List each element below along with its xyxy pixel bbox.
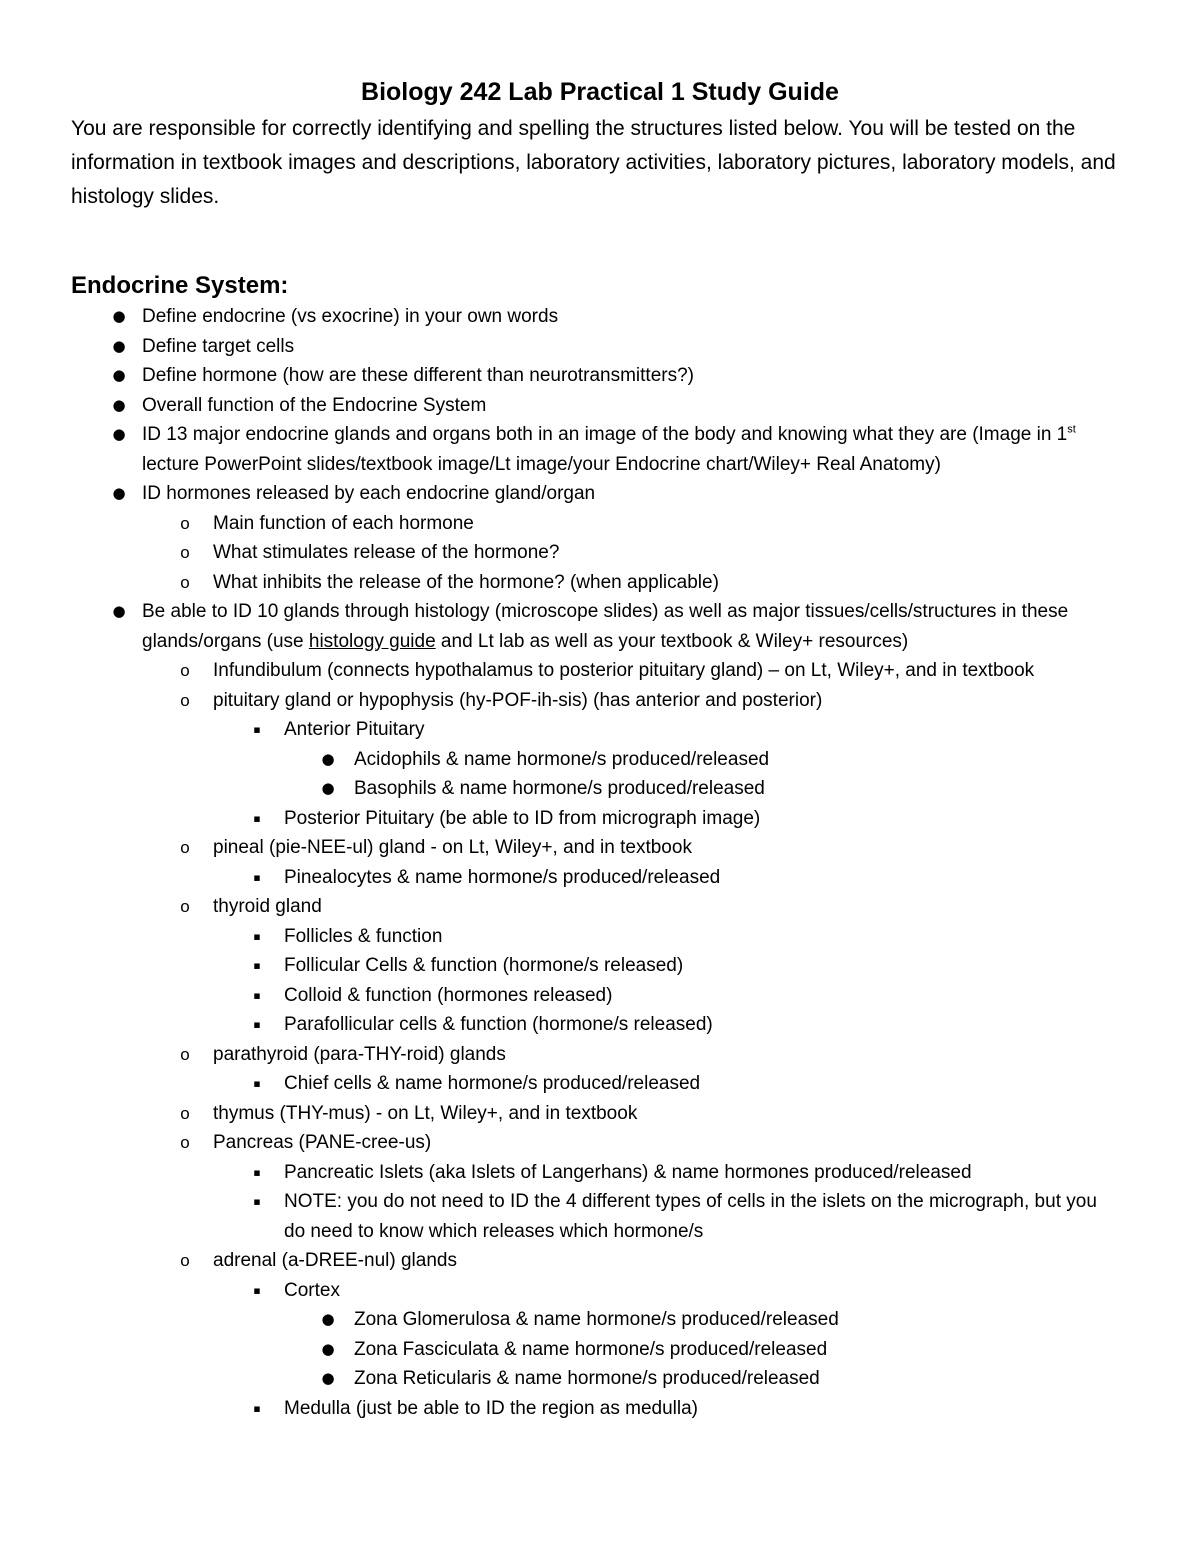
list-item	[0, 774, 1114, 804]
square-bullet-icon: ▪	[253, 723, 261, 736]
list-item-text: What inhibits the release of the hormone? (when applicable)	[213, 571, 719, 593]
bullet-icon: ●	[112, 366, 126, 384]
square-bullet-icon: ▪	[253, 988, 261, 1002]
circle-bullet-icon: o	[180, 572, 190, 592]
section-heading-endocrine: Endocrine System:	[71, 272, 289, 299]
list-item-text	[142, 424, 1076, 475]
square-bullet-icon: ▪	[253, 1195, 261, 1208]
square-bullet-icon: ▪	[253, 1165, 261, 1179]
list-item	[0, 1394, 1114, 1424]
bullet-icon: ●	[112, 395, 126, 414]
list-item-text: Chief cells & name hormone/s produced/released	[284, 1073, 701, 1094]
square-bullet-icon: ▪	[253, 811, 261, 825]
list-item-text: Medulla (just be able to ID the region as medulla)	[284, 1397, 699, 1419]
list-item	[0, 1335, 1114, 1365]
square-bullet-icon: ▪	[253, 1018, 261, 1031]
list-item-text: Colloid & function (hormones released)	[284, 984, 613, 1006]
list-item	[0, 509, 1113, 539]
list-item-text: Cortex	[284, 1279, 340, 1301]
bullet-icon: ●	[321, 779, 335, 797]
list-item-text: adrenal (a-DREE-nul) glands	[213, 1250, 457, 1271]
list-item	[0, 332, 1117, 362]
list-item-text	[142, 601, 1068, 652]
bullet-icon: ●	[112, 307, 126, 325]
list-item	[0, 686, 1113, 716]
list-item-text: Pinealocytes & name hormone/s produced/released	[284, 866, 721, 888]
list-item-text: Parafollicular cells & function (hormone/s released)	[284, 1014, 713, 1035]
list-item-text: Anterior Pituitary	[284, 719, 425, 740]
list-item-text: thymus (THY-mus) - on Lt, Wiley+, and in textbook	[213, 1102, 638, 1124]
bullet-icon: ●	[321, 1339, 335, 1358]
list-item	[0, 302, 1117, 332]
list-item	[0, 1010, 1114, 1040]
list-item	[0, 1305, 1114, 1335]
square-bullet-icon: ▪	[253, 870, 261, 884]
list-item-text: Define hormone (how are these different than neurotransmitters?)	[142, 365, 695, 386]
list-item-text: Basophils & name hormone/s produced/released	[354, 778, 765, 799]
list-item	[0, 538, 1113, 568]
circle-bullet-icon: o	[180, 897, 190, 916]
list-item	[0, 922, 1114, 952]
circle-bullet-icon: o	[180, 838, 190, 857]
list-item-text: Follicles & function	[284, 925, 443, 947]
list-item	[0, 1099, 1113, 1129]
list-item-text-part: ID 13 major endocrine glands and organs both in an image of the body and knowing what they are (Image in 1	[142, 424, 1068, 445]
bullet-icon: ●	[112, 484, 126, 502]
list-item	[0, 420, 1117, 479]
list-item	[0, 1128, 1113, 1158]
list-item-text: Infundibulum (connects hypothalamus to posterior pituitary gland) – on Lt, Wiley+, and in textbook	[213, 660, 1035, 681]
list-item	[0, 1158, 1114, 1188]
circle-bullet-icon: o	[180, 1044, 190, 1064]
list-item	[0, 479, 1117, 509]
bullet-icon: ●	[321, 1310, 335, 1328]
circle-bullet-icon: o	[180, 543, 190, 562]
document-title: Biology 242 Lab Practical 1 Study Guide	[361, 78, 839, 106]
bullet-icon: ●	[321, 1369, 335, 1387]
list-item-text: Zona Fasciculata & name hormone/s produced/released	[354, 1338, 828, 1360]
circle-bullet-icon: o	[180, 1133, 190, 1152]
list-item	[0, 833, 1113, 863]
list-item-text: pituitary gland or hypophysis (hy-POF-ih-sis) (has anterior and posterior)	[213, 689, 823, 711]
bullet-icon: ●	[112, 336, 126, 355]
list-item-text: What stimulates release of the hormone?	[213, 542, 560, 563]
circle-bullet-icon: o	[180, 661, 190, 680]
list-item-text: parathyroid (para-THY-roid) glands	[213, 1043, 506, 1065]
list-item-text: Zona Reticularis & name hormone/s produced/released	[354, 1368, 820, 1389]
list-item	[0, 981, 1114, 1011]
circle-bullet-icon: o	[180, 690, 190, 710]
list-item	[0, 656, 1113, 686]
list-item-text: pineal (pie-NEE-ul) gland - on Lt, Wiley+, and in textbook	[213, 837, 692, 858]
list-item-text: Posterior Pituitary (be able to ID from micrograph image)	[284, 807, 761, 829]
bullet-icon: ●	[321, 749, 335, 768]
list-item-text: Define target cells	[142, 335, 295, 357]
list-item	[0, 745, 1114, 775]
circle-bullet-icon: o	[180, 1251, 190, 1270]
list-item-text: Acidophils & name hormone/s produced/released	[354, 748, 770, 770]
list-item	[0, 1364, 1114, 1394]
list-item-text: NOTE: you do not need to ID the 4 different types of cells in the islets on the micrograph, but you do need to know which releases which hormone/s	[284, 1191, 1097, 1242]
list-item	[0, 597, 1117, 656]
square-bullet-icon: ▪	[253, 1077, 261, 1090]
list-item-text-part: lecture PowerPoint slides/textbook image/Lt image/your Endocrine chart/Wiley+ Real Anatomy)	[142, 453, 941, 475]
intro-paragraph: You are responsible for correctly identifying and spelling the structures listed below. You will be tested on the information in textbook images and descriptions, laboratory activities, laboratory pictures, laboratory models, and histology slides.	[71, 117, 1116, 208]
list-item-text: Follicular Cells & function (hormone/s released)	[284, 955, 684, 976]
list-item	[0, 804, 1114, 834]
circle-bullet-icon: o	[180, 1103, 190, 1123]
list-item-text: thyroid gland	[213, 896, 322, 917]
list-item	[0, 1246, 1113, 1276]
bullet-icon: ●	[112, 602, 126, 620]
list-item	[0, 1187, 1114, 1246]
square-bullet-icon: ▪	[253, 959, 261, 972]
list-item	[0, 892, 1113, 922]
list-item-text: Pancreas (PANE-cree-us)	[213, 1132, 432, 1153]
list-item	[0, 391, 1117, 421]
list-item	[0, 361, 1117, 391]
square-bullet-icon: ▪	[253, 1401, 261, 1415]
list-item	[0, 951, 1114, 981]
square-bullet-icon: ▪	[253, 929, 261, 943]
list-item-text-part: and Lt lab as well as your textbook & Wiley+ resources)	[435, 630, 909, 652]
histology-guide-link[interactable]: histology guide	[308, 630, 436, 652]
list-item-text: ID hormones released by each endocrine gland/organ	[142, 483, 596, 504]
ordinal-suffix: st	[1067, 423, 1076, 436]
bullet-icon: ●	[112, 425, 126, 443]
square-bullet-icon: ▪	[253, 1283, 261, 1297]
list-item-text-part: Be able to ID 10 glands through histology (microscope slides) as well as major tissues/cells/structures in these glands/organs (use	[142, 601, 1069, 652]
study-outline	[0, 302, 1200, 1423]
list-item-text: Zona Glomerulosa & name hormone/s produced/released	[354, 1309, 839, 1330]
circle-bullet-icon: o	[180, 513, 190, 533]
list-item	[0, 715, 1114, 745]
list-item	[0, 1069, 1114, 1099]
list-item-text: Main function of each hormone	[213, 512, 474, 534]
list-item	[0, 1276, 1114, 1306]
list-item-text: Define endocrine (vs exocrine) in your own words	[142, 306, 559, 327]
list-item-text: Pancreatic Islets (aka Islets of Langerhans) & name hormones produced/released	[284, 1161, 972, 1183]
list-item	[0, 568, 1113, 598]
list-item	[0, 863, 1114, 893]
list-item-text: Overall function of the Endocrine System	[142, 394, 487, 416]
list-item	[0, 1040, 1113, 1070]
